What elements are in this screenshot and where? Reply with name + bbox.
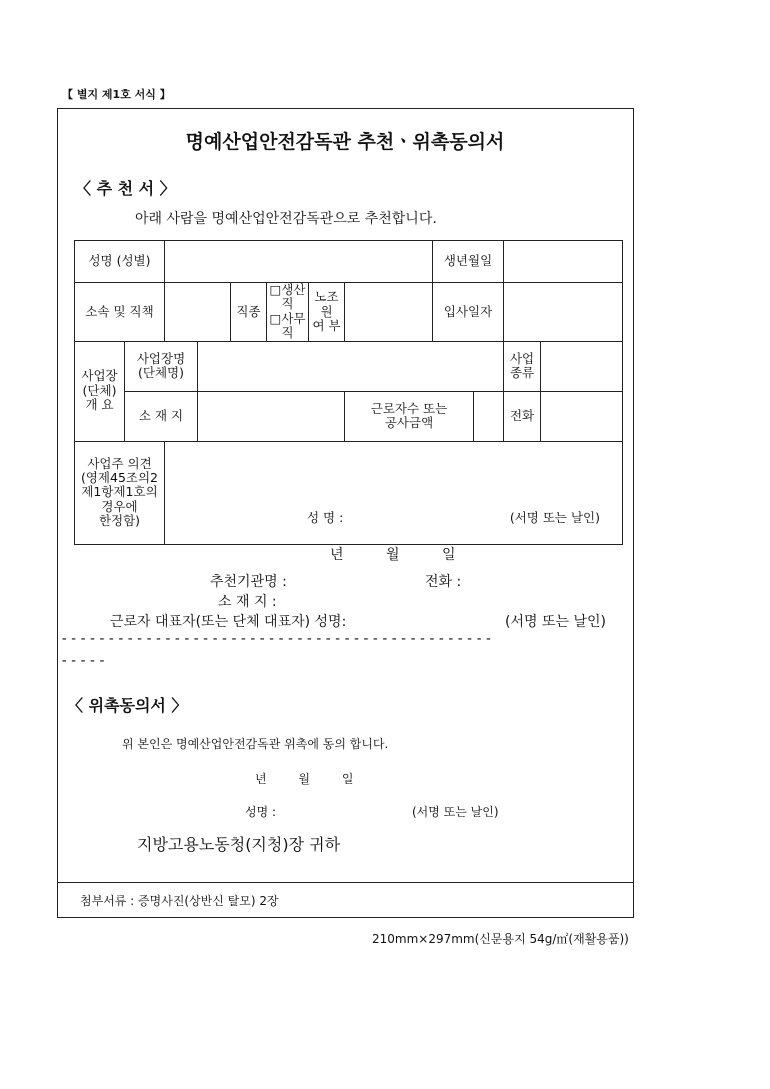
org-address-label: 소 재 지 :: [218, 594, 277, 610]
consent-sign-note: (서명 또는 날인): [412, 805, 499, 819]
addressee: 지방고용노동청(지청)장 귀하: [137, 835, 341, 854]
paper-spec: 210mm×297mm(신문용지 54g/㎡(재활용품)): [372, 932, 629, 946]
recommendation-table: [74, 240, 623, 545]
union-label: 노조원 여 부: [309, 283, 345, 342]
consent-sign-label: 성명 :: [245, 805, 277, 819]
representative-label: 근로자 대표자(또는 단체 대표자) 성명:: [110, 614, 347, 630]
recommendation-heading: 〈 추 천 서 〉: [75, 179, 176, 198]
job-production-checkbox[interactable]: □생산직: [269, 282, 306, 312]
cut-line: ----------------------------------------------: [60, 631, 494, 647]
join-date-value[interactable]: [504, 283, 623, 342]
opinion-sign-note: (서명 또는 날인): [509, 510, 601, 526]
cut-line-tail: -----: [60, 653, 108, 669]
workplace-name-value[interactable]: [198, 341, 504, 391]
affiliation-label: 소속 및 직책: [75, 283, 165, 342]
name-label: 성명 (성별): [75, 241, 165, 283]
job-type-label: 직종: [231, 283, 267, 342]
job-office-checkbox[interactable]: □사무직: [269, 310, 306, 341]
phone-label: 전화: [504, 391, 541, 441]
affiliation-value[interactable]: [165, 283, 231, 342]
location-value[interactable]: [198, 391, 345, 441]
business-type-value[interactable]: [541, 341, 623, 391]
page-title: 명예산업안전감독관 추천ㆍ위촉동의서: [185, 131, 505, 153]
birth-value[interactable]: [504, 241, 623, 283]
location-label: 소 재 지: [125, 391, 198, 441]
org-phone-label: 전화 :: [425, 574, 462, 590]
opinion-label: 사업주 의견 (영제45조의2 제1항제1호의 경우에 한정함): [75, 441, 165, 544]
name-value[interactable]: [165, 241, 433, 283]
org-name-label: 추천기관명 :: [210, 574, 287, 590]
form-number-label: 【 별지 제1호 서식 】: [62, 88, 171, 101]
phone-value[interactable]: [541, 391, 623, 441]
union-value[interactable]: [345, 283, 433, 342]
opinion-value[interactable]: [165, 441, 623, 544]
workers-value[interactable]: [474, 391, 504, 441]
consent-heading: 〈 위촉동의서 〉: [67, 696, 188, 715]
join-date-label: 입사일자: [433, 283, 504, 342]
recommendation-intro: 아래 사람을 명예산업안전감독관으로 추천합니다.: [135, 211, 437, 227]
attachment-note: 첨부서류 : 증명사진(상반신 탈모) 2장: [80, 894, 279, 908]
consent-text: 위 본인은 명예산업안전감독관 위촉에 동의 합니다.: [122, 737, 389, 751]
workplace-label: 사업장 (단체) 개 요: [75, 341, 125, 441]
workplace-name-label: 사업장명 (단체명): [125, 341, 198, 391]
workers-label: 근로자수 또는 공사금액: [345, 391, 474, 441]
business-type-label: 사업종류: [504, 341, 541, 391]
job-type-options[interactable]: [267, 283, 309, 342]
consent-date: 년 월 일: [255, 772, 354, 786]
recommendation-date: 년 월 일: [330, 547, 456, 563]
opinion-sign-label: 성 명 :: [307, 510, 344, 526]
representative-sign-note: (서명 또는 날인): [505, 614, 606, 630]
attachment-divider: [57, 882, 634, 883]
birth-label: 생년월일: [433, 241, 504, 283]
